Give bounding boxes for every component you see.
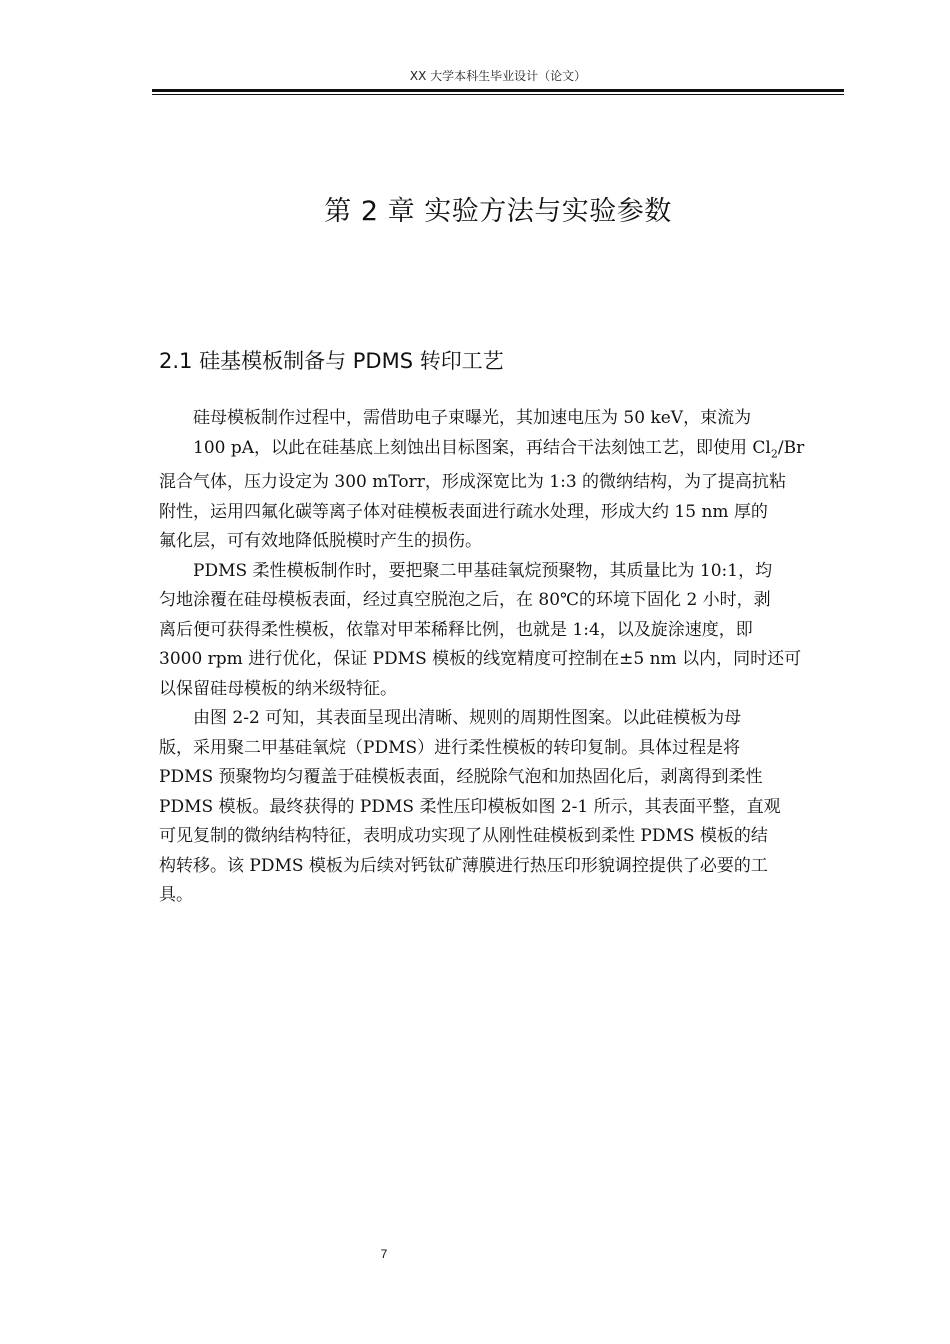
text-line: PDMS 模板。最终获得的 PDMS 柔性压印模板如图 2-1 所示，其表面平整，直观 xyxy=(159,796,781,817)
text-line: 由图 2-2 可知，其表面呈现出清晰、规则的周期性图案。以此硅模板为母 xyxy=(193,708,742,729)
text-line: 离后便可获得柔性模板，依靠对甲苯稀释比例，也就是 1:4，以及旋涂速度，即 xyxy=(159,619,753,640)
paragraph-2 xyxy=(159,557,831,705)
text-line: 硅母模板制作过程中，需借助电子束曝光，其加速电压为 50 keV，束流为 xyxy=(193,408,752,428)
page-number: 7 xyxy=(380,1247,388,1261)
text-line: 3000 rpm 进行优化，保证 PDMS 模板的线宽精度可控制在±5 nm 以内，同时还可 xyxy=(159,649,802,670)
text-line: PDMS 柔性模板制作时，要把聚二甲基硅氧烷预聚物，其质量比为 10:1，均 xyxy=(193,560,773,581)
text-line: 以保留硅母模板的纳米级特征。 xyxy=(159,678,397,699)
text-line: PDMS 预聚物均匀覆盖于硅模板表面，经脱除气泡和加热固化后，剥离得到柔性 xyxy=(159,767,763,788)
header-rule-thin xyxy=(152,94,844,95)
text-line: 混合气体，压力设定为 300 mTorr，形成深宽比为 1:3 的微纳结构，为了提高抗粘 xyxy=(159,472,787,493)
header-rule-thick xyxy=(152,89,844,92)
text-line: 附性，运用四氟化碳等离子体对硅模板表面进行疏水处理，形成大约 15 nm 厚的 xyxy=(159,501,768,522)
text-line: 具。 xyxy=(159,885,193,906)
subscript: 2 xyxy=(770,446,778,460)
text-line xyxy=(159,434,831,469)
body-text xyxy=(159,404,831,911)
text-line-main: 100 pA，以此在硅基底上刻蚀出目标图案，再结合干法刻蚀工艺，即使用 Cl xyxy=(193,437,771,458)
section-title: 2.1 硅基模板制备与 PDMS 转印工艺 xyxy=(159,349,504,373)
paragraph-1 xyxy=(159,404,831,557)
paragraph-3 xyxy=(159,704,831,911)
text-line: 可见复制的微纳结构特征，表明成功实现了从刚性硅模板到柔性 PDMS 模板的结 xyxy=(159,826,768,847)
text-line: 版，采用聚二甲基硅氧烷（PDMS）进行柔性模板的转印复制。具体过程是将 xyxy=(159,737,741,758)
text-line: 匀地涂覆在硅母模板表面，经过真空脱泡之后，在 80℃的环境下固化 2 小时，剥 xyxy=(159,590,771,611)
text-line-tail: /Br xyxy=(777,437,805,458)
chapter-title: 第 2 章 实验方法与实验参数 xyxy=(324,196,672,227)
running-header: XX 大学本科生毕业设计（论文） xyxy=(409,69,587,83)
text-line: 构转移。该 PDMS 模板为后续对钙钛矿薄膜进行热压印形貌调控提供了必要的工 xyxy=(159,855,768,876)
text-line: 氟化层，可有效地降低脱模时产生的损伤。 xyxy=(159,531,482,552)
